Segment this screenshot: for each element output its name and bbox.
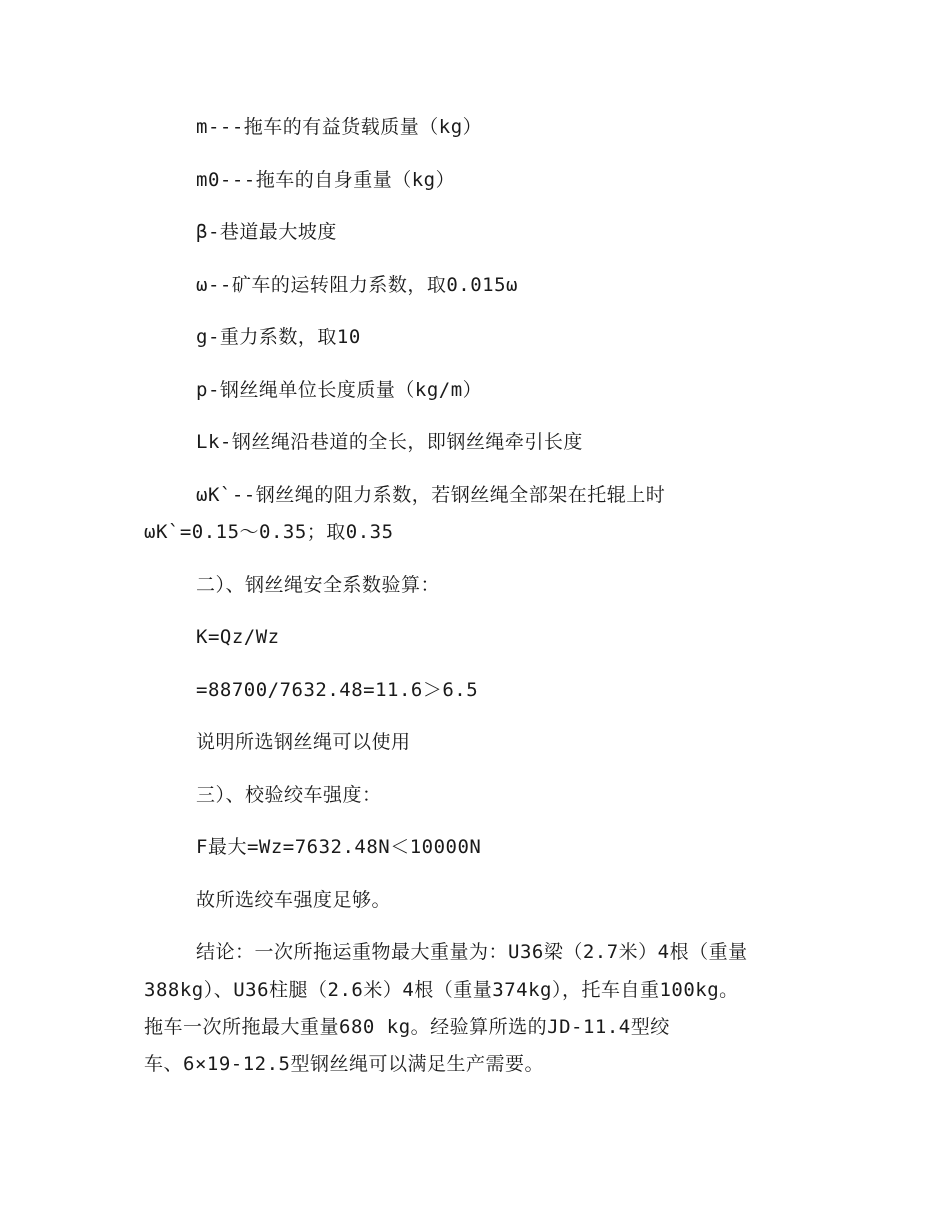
definition-lk: Lk-钢丝绳沿巷道的全长，即钢丝绳牵引长度 bbox=[196, 431, 583, 453]
definition-m: m---拖车的有益货载质量（kg） bbox=[196, 116, 483, 138]
definition-omega: ω--矿车的运转阻力系数，取0.015ω bbox=[196, 274, 518, 296]
section-heading-rope-safety: 二）、钢丝绳安全系数验算： bbox=[196, 574, 441, 596]
formula-result: =88700/7632.48=11.6＞6.5 bbox=[196, 679, 479, 701]
final-conclusion-line-1: 结论：一次所拖运重物最大重量为：U36梁（2.7米）4根（重量 bbox=[196, 941, 748, 963]
final-conclusion-line-2: 388kg）、U36柱腿（2.6米）4根（重量374kg），托车自重100kg。 bbox=[144, 979, 739, 1001]
formula-f-max: F最大=Wz=7632.48N＜10000N bbox=[196, 836, 482, 858]
winch-conclusion: 故所选绞车强度足够。 bbox=[196, 889, 392, 911]
section-heading-winch-strength: 三）、校验绞车强度： bbox=[196, 784, 382, 806]
rope-conclusion: 说明所选钢丝绳可以使用 bbox=[196, 731, 411, 753]
definition-p: p-钢丝绳单位长度质量（kg/m） bbox=[196, 379, 483, 401]
definition-m0: m0---拖车的自身重量（kg） bbox=[196, 169, 456, 191]
definition-omega-k-value: ωK`=0.15～0.35；取0.35 bbox=[144, 521, 394, 543]
formula-k: K=Qz/Wz bbox=[196, 626, 280, 648]
final-conclusion-line-4: 车、6×19-12.5型钢丝绳可以满足生产需要。 bbox=[144, 1053, 544, 1075]
definition-beta: β-巷道最大坡度 bbox=[196, 221, 337, 243]
definition-g: g-重力系数，取10 bbox=[196, 326, 361, 348]
final-conclusion-line-3: 拖车一次所拖最大重量680 kg。经验算所选的JD-11.4型绞 bbox=[144, 1016, 670, 1038]
definition-omega-k: ωK`--钢丝绳的阻力系数，若钢丝绳全部架在托辊上时 bbox=[196, 484, 666, 506]
